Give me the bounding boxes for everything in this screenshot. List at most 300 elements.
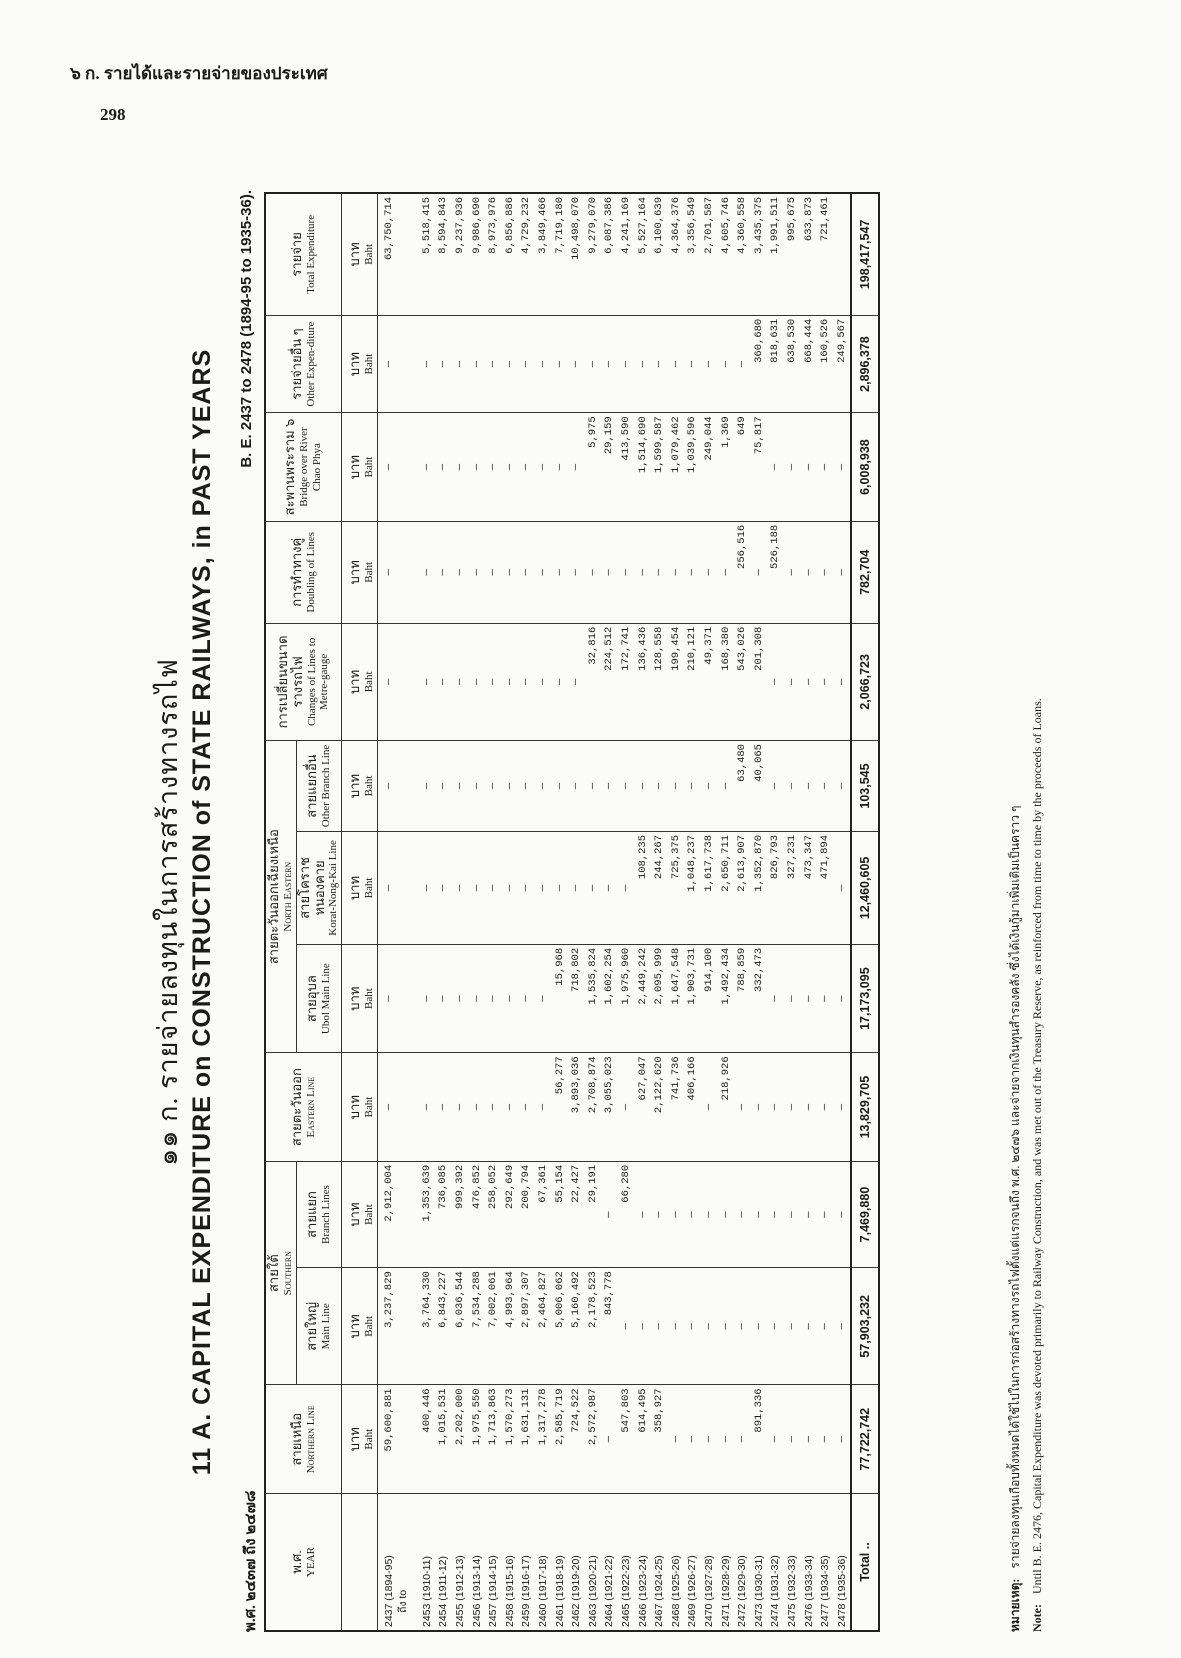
ubol-cell: —: [502, 944, 519, 1053]
header-eastern: สายตะวันออก Eastern Line: [265, 1053, 342, 1162]
korat-cell: —: [377, 831, 419, 944]
total-cell: 5,518,415: [419, 193, 436, 315]
bridge-cell: —: [452, 413, 469, 522]
header-north-eastern: สายตะวันออกเฉียงเหนือ North Eastern: [265, 741, 296, 1053]
eastern-cell: 3,055,023: [601, 1053, 618, 1162]
doubling-cell: —: [718, 521, 735, 623]
main-line-cell: —: [817, 1268, 834, 1385]
other-branch-cell: —: [618, 741, 635, 832]
year-cell: 2437 (1894-95) ถึง to: [377, 1493, 419, 1631]
ubol-cell: —: [535, 944, 552, 1053]
total-cell: 10,498,070: [568, 193, 585, 315]
doubling-cell: —: [684, 521, 701, 623]
header-doubling: การทำทางคู่ Doubling of Lines: [265, 521, 342, 623]
main-line-cell: 2,178,523: [585, 1268, 602, 1385]
gauge-cell: —: [834, 623, 852, 740]
ubol-cell: —: [767, 944, 784, 1053]
main-line-cell: —: [718, 1268, 735, 1385]
doubling-cell: —: [568, 521, 585, 623]
doubling-cell: —: [469, 521, 486, 623]
table-row: [734, 193, 751, 1631]
gauge-cell: 201,308: [751, 623, 768, 740]
header-other-expenditure: รายจ่ายอื่น ๆ Other Expen-diture: [265, 315, 342, 413]
period-thai: พ.ศ. ๒๔๓๗ ถึง ๒๔๗๘: [243, 1490, 259, 1632]
bridge-cell: —: [568, 413, 585, 522]
table-row: [552, 193, 569, 1631]
note-english: [1030, 192, 1045, 1632]
ubol-cell: 1,647,548: [668, 944, 685, 1053]
other-branch-cell: —: [518, 741, 535, 832]
northern-cell: 724,522: [568, 1385, 585, 1494]
table-row: [469, 193, 486, 1631]
doubling-cell: —: [784, 521, 801, 623]
total-branch-lines: 7,469,880: [851, 1161, 879, 1267]
eastern-cell: —: [817, 1053, 834, 1162]
year-cell: 2454 (1911-12): [435, 1493, 452, 1631]
total-cell: 3,435,375: [751, 193, 768, 315]
korat-cell: 1,048,237: [684, 831, 701, 944]
ubol-cell: 1,602,254: [601, 944, 618, 1053]
other-branch-cell: —: [635, 741, 652, 832]
korat-cell: —: [518, 831, 535, 944]
northern-cell: —: [601, 1385, 618, 1494]
other-branch-cell: —: [801, 741, 818, 832]
korat-cell: —: [535, 831, 552, 944]
year-cell: 2474 (1931-32): [767, 1493, 784, 1631]
gauge-cell: —: [518, 623, 535, 740]
korat-cell: 1,617,738: [701, 831, 718, 944]
main-line-cell: —: [618, 1268, 635, 1385]
gauge-cell: —: [767, 623, 784, 740]
northern-cell: —: [834, 1385, 852, 1494]
doubling-cell: —: [552, 521, 569, 623]
doubling-cell: —: [618, 521, 635, 623]
bridge-cell: 249,044: [701, 413, 718, 522]
note-english-text: Until B. E. 2476, Capital Expenditure was devoted primarily to Railway Construction, and was met out of the Treasury Reserve, as reinforced from time to time by the proceeds of Loans.: [1030, 698, 1044, 1595]
korat-cell: 471,894: [817, 831, 834, 944]
gauge-cell: —: [801, 623, 818, 740]
year-cell: 2464 (1921-22): [601, 1493, 618, 1631]
header-branch-lines: สายแยก Branch Lines: [296, 1161, 342, 1267]
table-row: [767, 193, 784, 1631]
table-row: [601, 193, 618, 1631]
branch-lines-cell: 22,427: [568, 1161, 585, 1267]
year-cell: 2469 (1926-27): [684, 1493, 701, 1631]
branch-lines-cell: —: [834, 1161, 852, 1267]
header-bridge: สะพานพระราม ๖ Bridge over River Chao Phya: [265, 413, 342, 522]
table-row: [585, 193, 602, 1631]
other-branch-cell: —: [452, 741, 469, 832]
main-line-cell: —: [668, 1268, 685, 1385]
northern-cell: 2,202,000: [452, 1385, 469, 1494]
gauge-cell: 210,121: [684, 623, 701, 740]
other-branch-cell: 63,480: [734, 741, 751, 832]
gauge-cell: —: [435, 623, 452, 740]
bridge-cell: 5,975: [585, 413, 602, 522]
unit-label: บาท Baht: [342, 1053, 378, 1162]
main-line-cell: —: [651, 1268, 668, 1385]
total-cell: 6,100,639: [651, 193, 668, 315]
other-branch-cell: —: [651, 741, 668, 832]
other-expenditure-cell: 160,526: [817, 315, 834, 413]
running-head: ๖ ก. รายได้และรายจ่ายของประเทศ: [70, 64, 328, 83]
korat-cell: —: [552, 831, 569, 944]
eastern-cell: —: [452, 1053, 469, 1162]
branch-lines-cell: 999,392: [452, 1161, 469, 1267]
other-branch-cell: —: [718, 741, 735, 832]
ubol-cell: 332,473: [751, 944, 768, 1053]
other-branch-cell: —: [784, 741, 801, 832]
korat-cell: —: [485, 831, 502, 944]
total-cell: 995,675: [784, 193, 801, 315]
total-cell: 9,279,070: [585, 193, 602, 315]
total-ubol: 17,173,095: [851, 944, 879, 1053]
gauge-cell: 199,454: [668, 623, 685, 740]
bridge-cell: —: [377, 413, 419, 522]
total-expenditure: 198,417,547: [851, 193, 879, 315]
year-cell: 2458 (1915-16): [502, 1493, 519, 1631]
main-line-cell: 2,897,307: [518, 1268, 535, 1385]
korat-cell: —: [618, 831, 635, 944]
eastern-cell: —: [535, 1053, 552, 1162]
total-cell: 6,087,386: [601, 193, 618, 315]
ubol-cell: 718,802: [568, 944, 585, 1053]
title-thai: ๑๑ ก. รายจ่ายลงทุนในการสร้างทางรถไฟ: [153, 658, 183, 1166]
northern-cell: —: [668, 1385, 685, 1494]
korat-cell: —: [601, 831, 618, 944]
bridge-cell: 29,159: [601, 413, 618, 522]
branch-lines-cell: —: [701, 1161, 718, 1267]
table-row: [701, 193, 718, 1631]
gauge-cell: 543,026: [734, 623, 751, 740]
northern-cell: 1,975,550: [469, 1385, 486, 1494]
branch-lines-cell: 29,191: [585, 1161, 602, 1267]
table-row: [485, 193, 502, 1631]
total-cell: 3,849,466: [535, 193, 552, 315]
bridge-cell: —: [817, 413, 834, 522]
branch-lines-cell: —: [801, 1161, 818, 1267]
year-cell: 2470 (1927-28): [701, 1493, 718, 1631]
bridge-cell: —: [518, 413, 535, 522]
bridge-cell: —: [435, 413, 452, 522]
other-expenditure-cell: —: [518, 315, 535, 413]
eastern-cell: —: [469, 1053, 486, 1162]
year-cell: 2462 (1919-20): [568, 1493, 585, 1631]
doubling-cell: —: [377, 521, 419, 623]
bridge-cell: —: [535, 413, 552, 522]
total-other-branch: 103,545: [851, 741, 879, 832]
units-year-cell: [342, 1493, 378, 1631]
branch-lines-cell: —: [635, 1161, 652, 1267]
doubling-cell: —: [485, 521, 502, 623]
eastern-cell: 741,736: [668, 1053, 685, 1162]
gauge-cell: 168,380: [718, 623, 735, 740]
other-expenditure-cell: —: [435, 315, 452, 413]
other-branch-cell: —: [377, 741, 419, 832]
ubol-cell: 1,903,731: [684, 944, 701, 1053]
table-body: [377, 193, 851, 1631]
branch-lines-cell: —: [751, 1161, 768, 1267]
total-cell: 4,364,376: [668, 193, 685, 315]
other-branch-cell: —: [601, 741, 618, 832]
bridge-cell: —: [485, 413, 502, 522]
unit-label: บาท Baht: [342, 1385, 378, 1494]
table-row: [535, 193, 552, 1631]
ubol-cell: 914,100: [701, 944, 718, 1053]
total-cell: 63,750,714: [377, 193, 419, 315]
table-row: [635, 193, 652, 1631]
other-expenditure-cell: 668,444: [801, 315, 818, 413]
main-line-cell: —: [635, 1268, 652, 1385]
note-english-label: Note:: [1030, 1604, 1044, 1632]
year-cell: 2475 (1932-33): [784, 1493, 801, 1631]
korat-cell: —: [469, 831, 486, 944]
main-line-cell: —: [767, 1268, 784, 1385]
other-branch-cell: —: [552, 741, 569, 832]
year-cell: 2476 (1933-34): [801, 1493, 818, 1631]
table-row: [751, 193, 768, 1631]
other-branch-cell: —: [502, 741, 519, 832]
other-expenditure-cell: —: [668, 315, 685, 413]
northern-cell: 358,927: [651, 1385, 668, 1494]
other-expenditure-cell: —: [618, 315, 635, 413]
total-cell: 5,527,164: [635, 193, 652, 315]
note-thai-text: รายจ่ายลงทุนเกือบทั้งหมดได้ใช้ไปในการก่อสร้างทางรถไฟตั้งแต่แรกจนถึง พ.ศ. ๒๔๗๖ และจ่ายจากเงินทุนสำรองคลัง ซึ่งได้เงินกู้มาเพิ่มเติมเป็นคราว ๆ: [1008, 805, 1022, 1569]
year-cell: 2473 (1930-31): [751, 1493, 768, 1631]
unit-label: บาท Baht: [342, 193, 378, 315]
doubling-cell: 256,516: [734, 521, 751, 623]
header-year: พ.ศ. YEAR: [265, 1493, 342, 1631]
ubol-cell: —: [485, 944, 502, 1053]
korat-cell: 108,235: [635, 831, 652, 944]
branch-lines-cell: 67,361: [535, 1161, 552, 1267]
ubol-cell: 2,095,999: [651, 944, 668, 1053]
main-line-cell: —: [784, 1268, 801, 1385]
northern-cell: —: [817, 1385, 834, 1494]
eastern-cell: —: [701, 1053, 718, 1162]
header-gauge: การเปลี่ยนขนาดรางรถไฟ Changes of Lines to Metre-gauge: [265, 623, 342, 740]
bridge-cell: —: [801, 413, 818, 522]
total-cell: 8,594,843: [435, 193, 452, 315]
northern-cell: 547,803: [618, 1385, 635, 1494]
other-branch-cell: —: [535, 741, 552, 832]
other-branch-cell: —: [485, 741, 502, 832]
year-cell: 2472 (1929-30): [734, 1493, 751, 1631]
other-branch-cell: —: [834, 741, 852, 832]
korat-cell: —: [568, 831, 585, 944]
northern-cell: 1,317,278: [535, 1385, 552, 1494]
ubol-cell: —: [419, 944, 436, 1053]
main-line-cell: 3,237,829: [377, 1268, 419, 1385]
branch-lines-cell: —: [718, 1161, 735, 1267]
other-expenditure-cell: —: [718, 315, 735, 413]
unit-label: บาท Baht: [342, 623, 378, 740]
other-expenditure-cell: —: [568, 315, 585, 413]
eastern-cell: —: [377, 1053, 419, 1162]
gauge-cell: 136,436: [635, 623, 652, 740]
bridge-cell: 75,817: [751, 413, 768, 522]
eastern-cell: —: [618, 1053, 635, 1162]
total-cell: 4,360,558: [734, 193, 751, 315]
expenditure-table: [264, 192, 880, 1632]
main-line-cell: 6,036,544: [452, 1268, 469, 1385]
total-main-line: 57,903,232: [851, 1268, 879, 1385]
ubol-cell: —: [469, 944, 486, 1053]
bridge-cell: —: [419, 413, 436, 522]
header-other-branch: สายแยกอื่น Other Branch Line: [296, 741, 342, 832]
eastern-cell: —: [784, 1053, 801, 1162]
branch-lines-cell: 292,649: [502, 1161, 519, 1267]
bridge-cell: —: [834, 413, 852, 522]
main-line-cell: 6,843,227: [435, 1268, 452, 1385]
northern-cell: 1,015,531: [435, 1385, 452, 1494]
year-cell: 2478 (1935-36): [834, 1493, 852, 1631]
doubling-cell: —: [801, 521, 818, 623]
gauge-cell: —: [568, 623, 585, 740]
table-row: [718, 193, 735, 1631]
table-row: [568, 193, 585, 1631]
table-row: [502, 193, 519, 1631]
other-branch-cell: —: [585, 741, 602, 832]
total-gauge: 2,066,723: [851, 623, 879, 740]
branch-lines-cell: 66,280: [618, 1161, 635, 1267]
main-line-cell: 4,993,964: [502, 1268, 519, 1385]
total-cell: 2,701,587: [701, 193, 718, 315]
other-expenditure-cell: —: [502, 315, 519, 413]
unit-label: บาท Baht: [342, 831, 378, 944]
main-line-cell: 7,534,288: [469, 1268, 486, 1385]
note-thai: [1006, 192, 1025, 1632]
branch-lines-cell: 55,154: [552, 1161, 569, 1267]
total-row: [851, 193, 879, 1631]
other-branch-cell: —: [684, 741, 701, 832]
total-cell: 4,605,746: [718, 193, 735, 315]
other-expenditure-cell: 818,631: [767, 315, 784, 413]
total-label: Total ..: [851, 1493, 879, 1631]
year-cell: 2455 (1912-13): [452, 1493, 469, 1631]
ubol-cell: —: [435, 944, 452, 1053]
ubol-cell: 15,968: [552, 944, 569, 1053]
total-cell: [834, 193, 852, 315]
other-expenditure-cell: —: [585, 315, 602, 413]
other-expenditure-cell: —: [535, 315, 552, 413]
bridge-cell: —: [767, 413, 784, 522]
korat-cell: 327,231: [784, 831, 801, 944]
gauge-cell: —: [552, 623, 569, 740]
year-cell: 2465 (1922-23): [618, 1493, 635, 1631]
title-english: 11 A. CAPITAL EXPENDITURE on CONSTRUCTION of STATE RAILWAYS, in PAST YEARS: [188, 348, 216, 1476]
gauge-cell: —: [817, 623, 834, 740]
other-expenditure-cell: —: [701, 315, 718, 413]
ubol-cell: —: [377, 944, 419, 1053]
ubol-cell: —: [784, 944, 801, 1053]
year-cell: 2459 (1916-17): [518, 1493, 535, 1631]
gauge-cell: —: [469, 623, 486, 740]
bridge-cell: 1,369: [718, 413, 735, 522]
bridge-cell: —: [552, 413, 569, 522]
northern-cell: —: [767, 1385, 784, 1494]
unit-label: บาท Baht: [342, 521, 378, 623]
total-doubling: 782,704: [851, 521, 879, 623]
table-row: [435, 193, 452, 1631]
year-cell: 2463 (1920-21): [585, 1493, 602, 1631]
other-expenditure-cell: —: [684, 315, 701, 413]
eastern-cell: —: [734, 1053, 751, 1162]
year-cell: 2456 (1913-14): [469, 1493, 486, 1631]
korat-cell: —: [502, 831, 519, 944]
eastern-cell: —: [419, 1053, 436, 1162]
korat-cell: —: [435, 831, 452, 944]
doubling-cell: —: [502, 521, 519, 623]
total-northern: 77,722,742: [851, 1385, 879, 1494]
other-expenditure-cell: —: [651, 315, 668, 413]
unit-label: บาท Baht: [342, 413, 378, 522]
doubling-cell: —: [834, 521, 852, 623]
other-expenditure-cell: —: [377, 315, 419, 413]
other-branch-cell: —: [435, 741, 452, 832]
unit-label: บาท Baht: [342, 944, 378, 1053]
other-branch-cell: —: [767, 741, 784, 832]
eastern-cell: 406,166: [684, 1053, 701, 1162]
table-row: [452, 193, 469, 1631]
branch-lines-cell: 200,794: [518, 1161, 535, 1267]
eastern-cell: 3,893,036: [568, 1053, 585, 1162]
year-cell: 2471 (1928-29): [718, 1493, 735, 1631]
other-branch-cell: 40,065: [751, 741, 768, 832]
gauge-cell: 49,371: [701, 623, 718, 740]
main-line-cell: 3,764,330: [419, 1268, 436, 1385]
other-expenditure-cell: —: [601, 315, 618, 413]
total-cell: 3,356,549: [684, 193, 701, 315]
korat-cell: 2,613,907: [734, 831, 751, 944]
gauge-cell: —: [535, 623, 552, 740]
other-expenditure-cell: —: [419, 315, 436, 413]
branch-lines-cell: 1,353,639: [419, 1161, 436, 1267]
bridge-cell: —: [784, 413, 801, 522]
table-row: [518, 193, 535, 1631]
other-branch-cell: —: [817, 741, 834, 832]
table-row: [651, 193, 668, 1631]
northern-cell: —: [718, 1385, 735, 1494]
ubol-cell: —: [834, 944, 852, 1053]
branch-lines-cell: —: [817, 1161, 834, 1267]
northern-cell: 891,336: [751, 1385, 768, 1494]
doubling-cell: —: [419, 521, 436, 623]
year-cell: 2466 (1923-24): [635, 1493, 652, 1631]
eastern-cell: 2,122,620: [651, 1053, 668, 1162]
eastern-cell: —: [435, 1053, 452, 1162]
gauge-cell: 172,741: [618, 623, 635, 740]
main-line-cell: —: [701, 1268, 718, 1385]
main-line-cell: —: [684, 1268, 701, 1385]
northern-cell: 1,570,273: [502, 1385, 519, 1494]
doubling-cell: 526,188: [767, 521, 784, 623]
year-cell: 2468 (1925-26): [668, 1493, 685, 1631]
branch-lines-cell: 736,085: [435, 1161, 452, 1267]
total-cell: 4,241,169: [618, 193, 635, 315]
other-branch-cell: —: [419, 741, 436, 832]
header-total: รายจ่าย Total Expenditure: [265, 193, 342, 315]
year-cell: 2467 (1924-25): [651, 1493, 668, 1631]
northern-cell: 1,713,863: [485, 1385, 502, 1494]
header-southern: สายใต้ Southern: [265, 1161, 296, 1385]
bridge-cell: —: [502, 413, 519, 522]
korat-cell: 1,352,870: [751, 831, 768, 944]
header-ubol: สายอุบล Ubol Main Line: [296, 944, 342, 1053]
main-line-cell: —: [801, 1268, 818, 1385]
year-cell: 2460 (1917-18): [535, 1493, 552, 1631]
eastern-cell: —: [801, 1053, 818, 1162]
